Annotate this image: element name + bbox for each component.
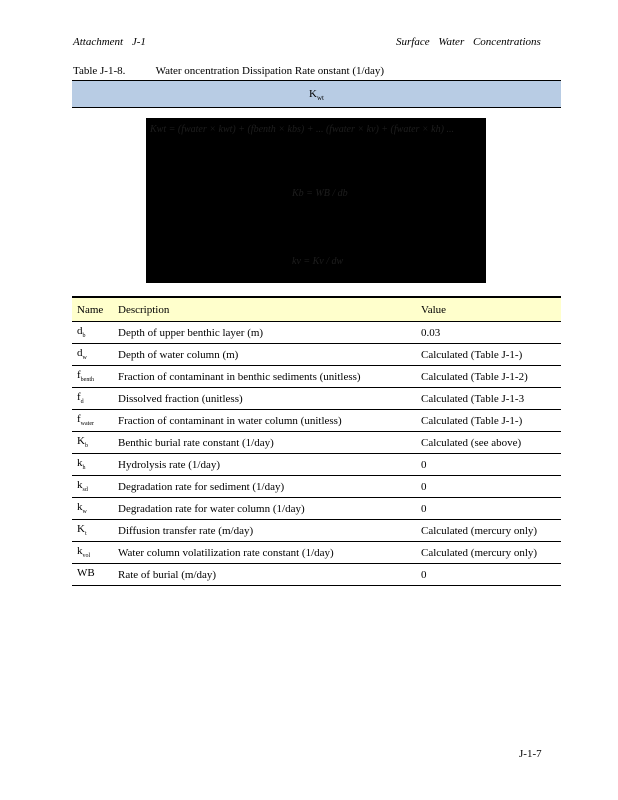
- table-header-row: [72, 297, 561, 322]
- param-symbol: [72, 476, 113, 498]
- param-value: 0: [416, 454, 561, 476]
- param-description: Degradation rate for water column (1/day): [113, 498, 416, 520]
- param-symbol-subscript: b: [84, 443, 88, 450]
- header-value: Value: [416, 297, 561, 322]
- table-title: Water oncentration Dissipation Rate onstant (1/day): [155, 65, 385, 77]
- param-symbol: [72, 388, 113, 410]
- param-symbol-base: k: [77, 501, 83, 514]
- param-symbol-base: f: [77, 413, 81, 426]
- param-symbol-subscript: h: [82, 465, 86, 472]
- param-symbol-subscript: b: [82, 333, 86, 340]
- header-description: Description: [113, 297, 416, 322]
- param-symbol-base: K: [77, 523, 85, 536]
- table-row: [72, 388, 561, 410]
- table-row: [72, 322, 561, 344]
- param-symbol-base: d: [77, 325, 83, 338]
- param-symbol: [72, 520, 113, 542]
- equation-line-3: kv = Kv / dw: [292, 256, 344, 267]
- running-header-right: Surface Water Concentrations: [396, 36, 541, 48]
- table-row: [72, 366, 561, 388]
- header-name: Name: [72, 297, 113, 322]
- param-description: Fraction of contaminant in water column (unitless): [113, 410, 416, 432]
- param-description: Depth of upper benthic layer (m): [113, 322, 416, 344]
- param-symbol: [72, 432, 113, 454]
- param-symbol-subscript: w: [82, 509, 87, 516]
- param-symbol: [72, 542, 113, 564]
- param-symbol-base: K: [77, 435, 85, 448]
- param-description: Fraction of contaminant in benthic sediments (unitless): [113, 366, 416, 388]
- param-description: Rate of burial (m/day): [113, 564, 416, 586]
- param-symbol-subscript: t: [84, 531, 87, 538]
- equation-image: [146, 118, 486, 283]
- param-value: Calculated (see above): [416, 432, 561, 454]
- parameter-band: [72, 80, 561, 108]
- param-value: Calculated (Table J-1-3: [416, 388, 561, 410]
- table-row: [72, 432, 561, 454]
- table-row: [72, 476, 561, 498]
- param-value: 0.03: [416, 322, 561, 344]
- param-symbol-subscript: vol: [82, 553, 91, 560]
- table-row: [72, 498, 561, 520]
- param-symbol-base: k: [77, 479, 83, 492]
- param-symbol: [72, 344, 113, 366]
- equation-line-1: Kwt = (fwater × kwt) + (fbenth × kbs) + ... (fwater × kv) + (fwater × kh) ...: [150, 124, 454, 135]
- param-symbol-subscript: water: [80, 421, 94, 428]
- param-symbol: [72, 454, 113, 476]
- param-symbol-base: k: [77, 457, 83, 470]
- band-symbol: K: [309, 88, 317, 100]
- table-number: Table J-1-8.: [73, 65, 126, 77]
- table-row: [72, 564, 561, 586]
- param-symbol-base: k: [77, 545, 83, 558]
- param-description: Dissolved fraction (unitless): [113, 388, 416, 410]
- param-description: Diffusion transfer rate (m/day): [113, 520, 416, 542]
- param-symbol-base: f: [77, 391, 81, 404]
- param-description: Water column volatilization rate constant (1/day): [113, 542, 416, 564]
- param-symbol-subscript: d: [80, 399, 84, 406]
- band-subscript: wt: [316, 94, 324, 103]
- param-value: Calculated (Table J-1-): [416, 410, 561, 432]
- param-value: Calculated (Table J-1-): [416, 344, 561, 366]
- table-row: [72, 410, 561, 432]
- param-symbol: [72, 410, 113, 432]
- param-value: Calculated (Table J-1-2): [416, 366, 561, 388]
- param-description: Benthic burial rate constant (1/day): [113, 432, 416, 454]
- param-symbol: [72, 366, 113, 388]
- param-description: Hydrolysis rate (1/day): [113, 454, 416, 476]
- param-symbol: [72, 564, 113, 586]
- table-body: [72, 322, 561, 586]
- param-value: 0: [416, 498, 561, 520]
- table-caption: [73, 65, 384, 77]
- table-row: [72, 344, 561, 366]
- table-row: [72, 520, 561, 542]
- param-symbol-subscript: benth: [80, 377, 95, 384]
- equation-line-2: Kb = WB / db: [292, 188, 348, 199]
- param-symbol-base: WB: [77, 567, 95, 580]
- table-row: [72, 542, 561, 564]
- page-number: J-1-7: [519, 748, 542, 760]
- param-value: 0: [416, 476, 561, 498]
- param-symbol-subscript: w: [82, 355, 87, 362]
- param-symbol: [72, 498, 113, 520]
- param-symbol-base: d: [77, 347, 83, 360]
- param-symbol-base: f: [77, 369, 81, 382]
- param-description: Degradation rate for sediment (1/day): [113, 476, 416, 498]
- table-row: [72, 454, 561, 476]
- param-symbol-subscript: sd: [82, 487, 88, 494]
- param-description: Depth of water column (m): [113, 344, 416, 366]
- param-value: Calculated (mercury only): [416, 520, 561, 542]
- param-value: 0: [416, 564, 561, 586]
- param-value: Calculated (mercury only): [416, 542, 561, 564]
- running-header-left: Attachment J-1: [73, 36, 146, 48]
- param-symbol: [72, 322, 113, 344]
- parameter-table: [72, 296, 561, 586]
